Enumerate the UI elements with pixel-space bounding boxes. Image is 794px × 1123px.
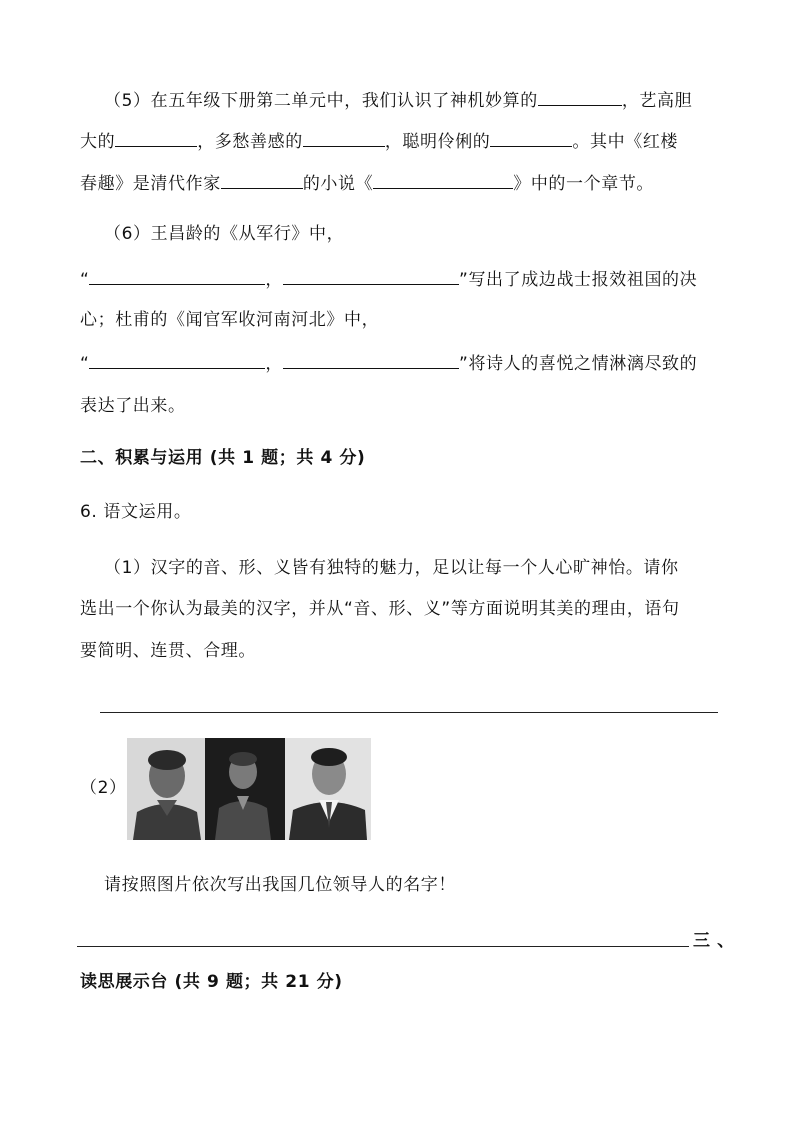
section-heading: 读思展示台 (共 9 题；共 21 分) xyxy=(80,972,343,992)
q5-text: 春趣》是清代作家 xyxy=(80,174,221,194)
answer-blank[interactable] xyxy=(538,88,622,106)
answer-blank[interactable] xyxy=(283,267,459,285)
q5-text: ，聪明伶俐的 xyxy=(384,132,491,152)
q5-text: （5）在五年级下册第二单元中，我们认识了神机妙算的 xyxy=(104,91,538,111)
q6-line-3: 心；杜甫的《闻官军收河南河北》中， xyxy=(80,310,380,330)
q5-line-1 xyxy=(104,88,692,112)
q6-line-2 xyxy=(80,267,697,291)
q6-text: ”将诗人的喜悦之情淋漓尽致的 xyxy=(459,354,698,374)
answer-blank[interactable] xyxy=(490,129,572,147)
q5-text: 》中的一个章节。 xyxy=(513,174,655,194)
answer-blank[interactable] xyxy=(373,171,513,189)
part-label: （2） xyxy=(80,778,127,798)
q6-text: ， xyxy=(265,270,284,290)
q6-line-5: 表达了出来。 xyxy=(80,396,186,416)
portrait-photo-2 xyxy=(205,738,285,840)
q5-text: 的小说《 xyxy=(302,174,374,194)
section-heading-start: 三 、 xyxy=(693,931,735,951)
q5-text: ，多愁善感的 xyxy=(197,132,303,152)
portrait-photo-3 xyxy=(285,738,371,840)
answer-blank[interactable] xyxy=(303,129,385,147)
q6-line-1: （6）王昌龄的《从军行》中， xyxy=(104,224,345,244)
section-heading: 二、积累与运用 (共 1 题；共 4 分) xyxy=(80,448,366,468)
answer-blank[interactable] xyxy=(89,351,265,369)
q5-line-2 xyxy=(80,129,678,153)
answer-blank[interactable] xyxy=(115,129,197,147)
q6-text: ， xyxy=(265,354,284,374)
q5-line-3 xyxy=(80,171,654,195)
q5-text: 大的 xyxy=(80,132,116,152)
q6-line-4 xyxy=(80,351,697,375)
answer-line[interactable] xyxy=(77,946,689,947)
part2-instruction: 请按照图片依次写出我国几位领导人的名字！ xyxy=(104,875,456,895)
q6-text: ”写出了成边战士报效祖国的决 xyxy=(459,270,698,290)
question-title: 6. 语文运用。 xyxy=(80,502,192,522)
q5-text: 。其中《红楼 xyxy=(572,132,679,152)
q5-text: ，艺高胆 xyxy=(621,91,693,111)
q6-text: “ xyxy=(80,354,90,374)
portrait-photo-1 xyxy=(127,738,205,840)
answer-blank[interactable] xyxy=(283,351,459,369)
q6-part1-line-1: （1）汉字的音、形、义皆有独特的魅力，足以让每一个人心旷神怡。请你 xyxy=(104,558,679,578)
answer-line[interactable] xyxy=(100,712,718,713)
q6-part1-line-3: 要简明、连贯、合理。 xyxy=(80,641,256,661)
q6-part1-line-2: 选出一个你认为最美的汉字，并从“音、形、义”等方面说明其美的理由，语句 xyxy=(80,599,680,619)
q6-text: “ xyxy=(80,270,90,290)
answer-blank[interactable] xyxy=(221,171,303,189)
answer-blank[interactable] xyxy=(89,267,265,285)
